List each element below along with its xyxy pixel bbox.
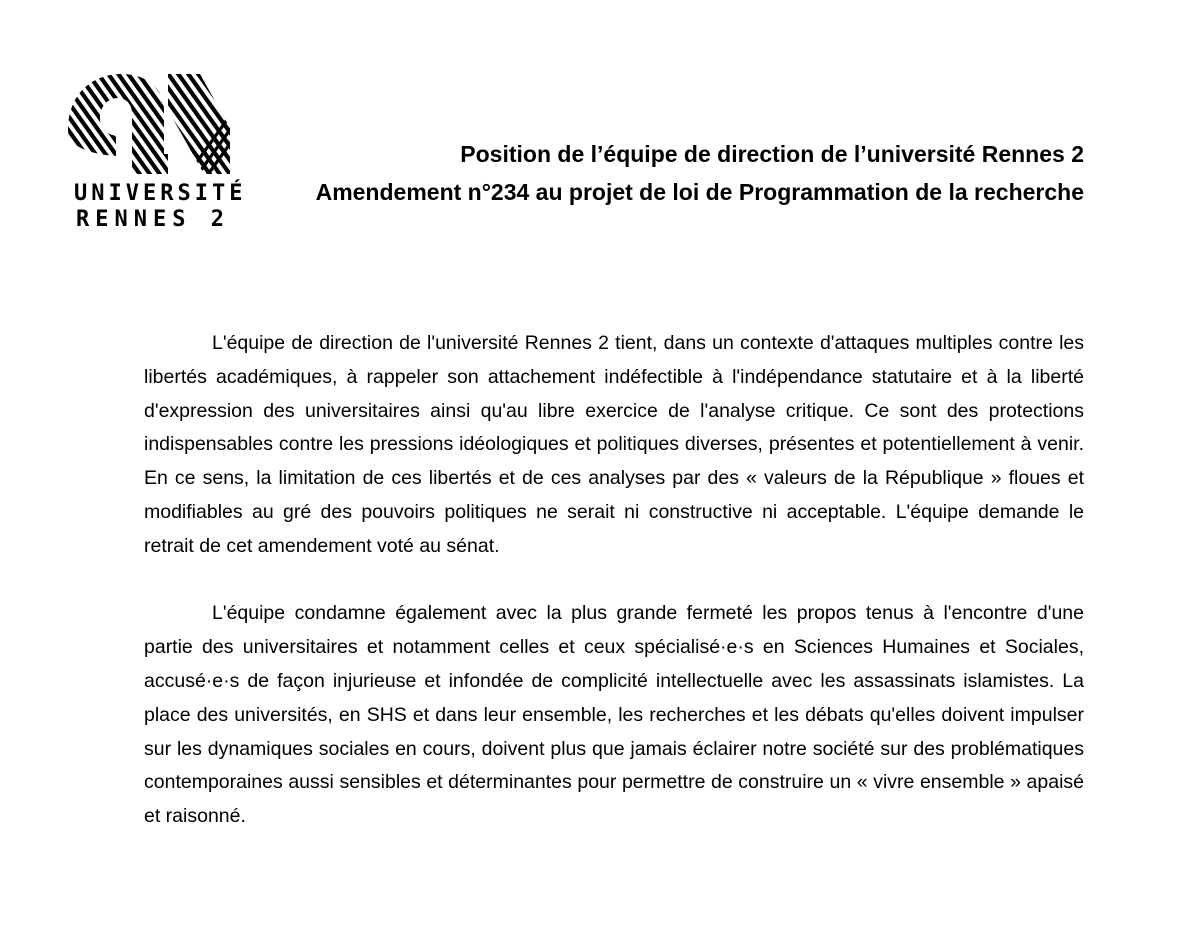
heading-line-position: Position de l’équipe de direction de l’université Rennes 2 xyxy=(460,141,1084,167)
logo-text-universite: UNIVERSITÉ xyxy=(74,181,247,206)
university-logo xyxy=(64,68,247,238)
document-heading xyxy=(316,135,1084,211)
body-paragraph-2: L'équipe condamne également avec la plus grande fermeté les propos tenus à l'encontre d'une partie des universitaires et notamment celles et ceux spécialisé·e·s en Sciences Humaines et Sociales, accusé·e·s de façon injurieuse et infondée de complicité intellectuelle avec les assassinats islamistes. La place des universités, en SHS et dans leur ensemble, les recherches et les débats qu'elles doivent impulser sur les dynamiques sociales en cours, doivent plus que jamais éclairer notre société sur des problématiques contemporaines aussi sensibles et déterminantes pour permettre de construire un « vivre ensemble » apaisé et raisonné. xyxy=(144,602,1084,828)
document-body xyxy=(144,327,1084,834)
logo-text-rennes2: RENNES 2 xyxy=(76,207,230,232)
rennes2-emblem-icon xyxy=(64,68,234,180)
body-paragraph-1: L'équipe de direction de l'université Rennes 2 tient, dans un contexte d'attaques multiples contre les libertés académiques, à rappeler son attachement indéfectible à l'indépendance statutaire et à la liberté d'expression des universitaires ainsi qu'au libre exercice de l'analyse critique. Ce sont des protections indispensables contre les pressions idéologiques et politiques diverses, présentes et potentiellement à venir. En ce sens, la limitation de ces libertés et de ces analyses par des « valeurs de la République » floues et modifiables au gré des pouvoirs politiques ne serait ni constructive ni acceptable. L'équipe demande le retrait de cet amendement voté au sénat. xyxy=(144,332,1084,557)
heading-line-amendement: Amendement n°234 au projet de loi de Programmation de la recherche xyxy=(315,179,1084,205)
